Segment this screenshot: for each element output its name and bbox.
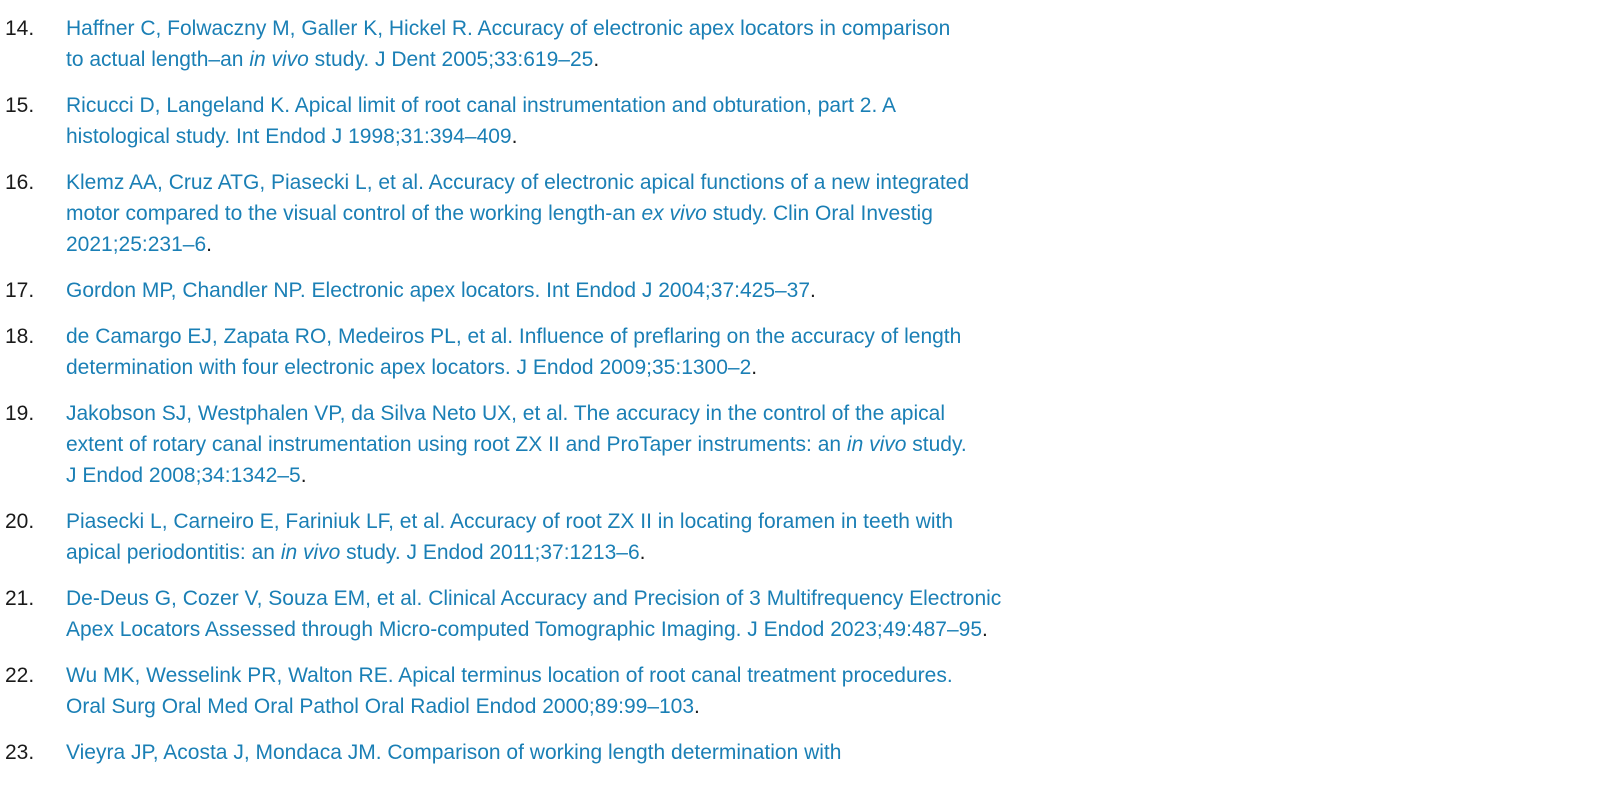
reference-citation[interactable]	[66, 398, 1010, 491]
citation-text: histological study. Int Endod J 1998;31:394–409	[66, 125, 512, 148]
reference-item	[0, 398, 1010, 491]
reference-item	[0, 275, 1010, 306]
citation-text: study. J Dent 2005;33:619–25	[308, 48, 594, 71]
citation-text: Ricucci D, Langeland K. Apical limit of root canal instrumentation and obturation, part 2. A	[66, 94, 896, 117]
citation-text: Gordon MP, Chandler NP. Electronic apex locators. Int Endod J 2004;37:425–37	[66, 279, 811, 302]
reference-citation[interactable]	[66, 167, 1010, 260]
italic-term: in vivo	[280, 541, 341, 564]
citation-text: Jakobson SJ, Westphalen VP, da Silva Neto UX, et al. The accuracy in the control of the apical	[66, 402, 945, 425]
citation-line	[66, 352, 1010, 383]
citation-text: Oral Surg Oral Med Oral Pathol Oral Radiol Endod 2000;89:99–103	[66, 695, 695, 718]
citation-line	[66, 275, 1010, 306]
citation-line	[66, 198, 1010, 229]
reference-citation[interactable]	[66, 275, 1010, 306]
citation-text: Piasecki L, Carneiro E, Fariniuk LF, et al. Accuracy of root ZX II in locating foramen in teeth with	[66, 510, 954, 533]
citation-text: Klemz AA, Cruz ATG, Piasecki L, et al. Accuracy of electronic apical functions of a new integrated	[66, 171, 970, 194]
reference-citation[interactable]	[66, 737, 1010, 768]
citation-text: Vieyra JP, Acosta J, Mondaca JM. Comparison of working length determination with	[66, 741, 842, 764]
reference-item	[0, 13, 1010, 75]
reference-number: 16.	[5, 171, 35, 194]
citation-end-period: .	[639, 541, 646, 564]
citation-line	[66, 537, 1010, 568]
reference-item	[0, 321, 1010, 383]
citation-text: Haffner C, Folwaczny M, Galler K, Hickel R. Accuracy of electronic apex locators in comparison	[66, 17, 951, 40]
citation-line	[66, 429, 1010, 460]
citation-line	[66, 121, 1010, 152]
citation-line	[66, 737, 1010, 768]
reference-list	[0, 13, 1010, 783]
citation-end-period: .	[593, 48, 600, 71]
reference-item	[0, 90, 1010, 152]
citation-text: Apex Locators Assessed through Micro-computed Tomographic Imaging. J Endod 2023;49:487–95	[66, 618, 983, 641]
citation-line	[66, 398, 1010, 429]
citation-text: study.	[906, 433, 967, 456]
reference-citation[interactable]	[66, 90, 1010, 152]
reference-item	[0, 167, 1010, 260]
reference-number: 14.	[5, 17, 35, 40]
reference-number: 15.	[5, 94, 35, 117]
citation-end-period: .	[206, 233, 212, 256]
italic-term: in vivo	[249, 48, 309, 71]
citation-text: to actual length–an	[66, 48, 250, 71]
reference-item	[0, 660, 1010, 722]
italic-term: ex vivo	[641, 202, 707, 225]
reference-citation[interactable]	[66, 506, 1010, 568]
citation-text: motor compared to the visual control of the working length-an	[66, 202, 642, 225]
citation-line	[66, 614, 1010, 645]
citation-text: De-Deus G, Cozer V, Souza EM, et al. Clinical Accuracy and Precision of 3 Multifrequency Electronic	[66, 587, 1002, 610]
citation-line	[66, 44, 1010, 75]
reference-number: 21.	[5, 587, 35, 610]
citation-line	[66, 660, 1010, 691]
citation-line	[66, 321, 1010, 352]
citation-end-period: .	[810, 279, 816, 302]
citation-line	[66, 167, 1010, 198]
reference-number: 18.	[5, 325, 35, 348]
reference-number: 20.	[5, 510, 35, 533]
citation-line	[66, 90, 1010, 121]
citation-text: 2021;25:231–6	[66, 233, 207, 256]
citation-end-period: .	[982, 618, 988, 641]
citation-end-period: .	[300, 464, 307, 487]
citation-text: determination with four electronic apex locators. J Endod 2009;35:1300–2	[66, 356, 752, 379]
reference-number: 22.	[5, 664, 35, 687]
reference-item	[0, 737, 1010, 768]
citation-line	[66, 13, 1010, 44]
citation-text: Wu MK, Wesselink PR, Walton RE. Apical terminus location of root canal treatment procedures.	[66, 664, 953, 687]
reference-citation[interactable]	[66, 321, 1010, 383]
citation-line	[66, 229, 1010, 260]
reference-item	[0, 583, 1010, 645]
citation-end-period: .	[511, 125, 518, 148]
reference-citation[interactable]	[66, 13, 1010, 75]
reference-number: 23.	[5, 741, 35, 764]
citation-text: apical periodontitis: an	[66, 541, 281, 564]
citation-line	[66, 583, 1010, 614]
citation-text: extent of rotary canal instrumentation using root ZX II and ProTaper instruments: an	[66, 433, 847, 456]
reference-number: 17.	[5, 279, 35, 302]
citation-end-period: .	[694, 695, 700, 718]
citation-line	[66, 460, 1010, 491]
citation-text: study. Clin Oral Investig	[706, 202, 933, 225]
citation-text: J Endod 2008;34:1342–5	[66, 464, 301, 487]
reference-citation[interactable]	[66, 583, 1010, 645]
reference-number: 19.	[5, 402, 35, 425]
italic-term: in vivo	[846, 433, 907, 456]
citation-line	[66, 506, 1010, 537]
citation-text: de Camargo EJ, Zapata RO, Medeiros PL, et al. Influence of preflaring on the accuracy of length	[66, 325, 962, 348]
citation-end-period: .	[751, 356, 758, 379]
reference-citation[interactable]	[66, 660, 1010, 722]
citation-line	[66, 691, 1010, 722]
reference-item	[0, 506, 1010, 568]
citation-text: study. J Endod 2011;37:1213–6	[340, 541, 640, 564]
